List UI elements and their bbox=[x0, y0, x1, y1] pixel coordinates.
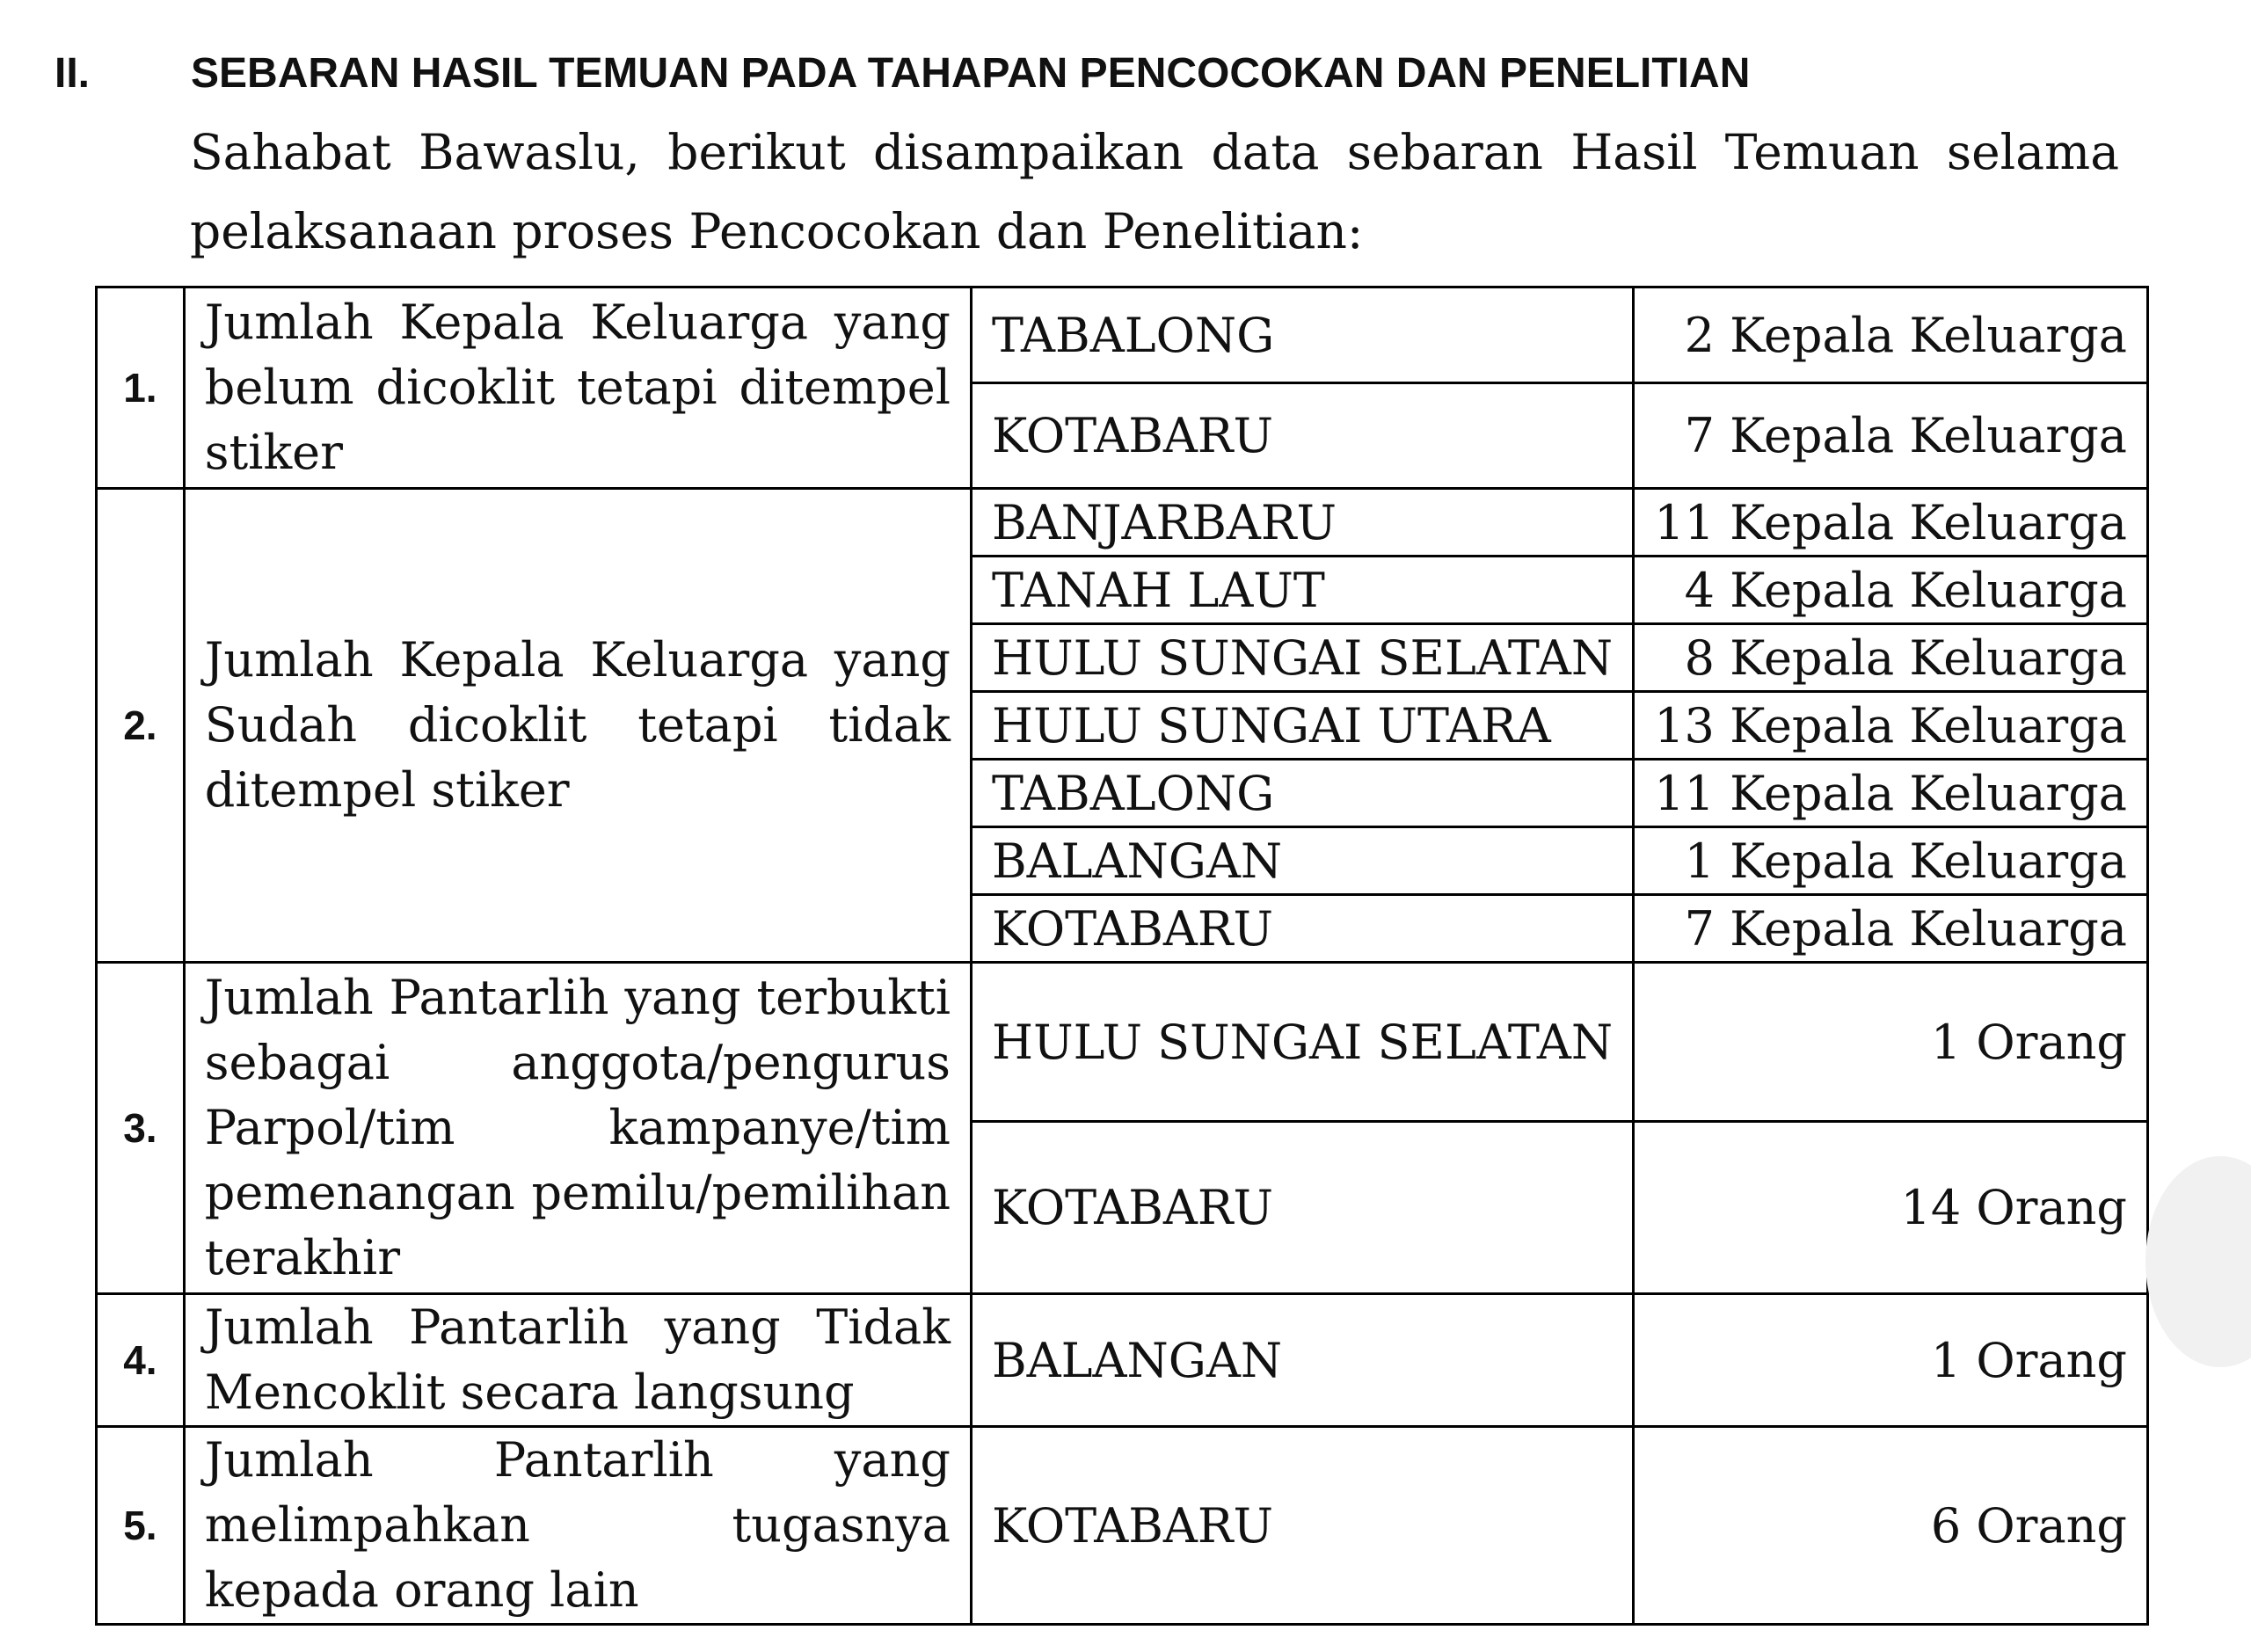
count-cell: 6 Orang bbox=[1634, 1427, 2148, 1625]
finding-number: 3. bbox=[97, 963, 185, 1294]
region-cell: HULU SUNGAI SELATAN bbox=[971, 624, 1633, 692]
region-cell: BANJARBARU bbox=[971, 489, 1633, 557]
count-cell: 1 Orang bbox=[1634, 1294, 2148, 1427]
region-cell: TANAH LAUT bbox=[971, 557, 1633, 624]
intro-paragraph: Sahabat Bawaslu, berikut disampaikan data sebaran Hasil Temuan selama pelaksanaan proses Pencocokan dan Penelitian: bbox=[190, 124, 2119, 259]
section-title: SEBARAN HASIL TEMUAN PADA TAHAPAN PENCOCOKAN DAN PENELITIAN bbox=[191, 50, 1751, 97]
region-cell: BALANGAN bbox=[971, 1294, 1633, 1427]
finding-description: Jumlah Pantarlih yang terbukti sebagai anggota/pengurus Parpol/tim kampanye/tim pemenangan pemilu/pemilihan terakhir bbox=[184, 963, 971, 1294]
count-cell: 7 Kepala Keluarga bbox=[1634, 383, 2148, 489]
count-cell: 4 Kepala Keluarga bbox=[1634, 557, 2148, 624]
region-cell: KOTABARU bbox=[971, 1122, 1633, 1294]
table-row bbox=[97, 1294, 2148, 1427]
finding-description: Jumlah Kepala Keluarga yang Sudah dicoklit tetapi tidak ditempel stiker bbox=[184, 489, 971, 963]
finding-description: Jumlah Pantarlih yang melimpahkan tugasnya kepada orang lain bbox=[184, 1427, 971, 1625]
count-cell: 13 Kepala Keluarga bbox=[1634, 692, 2148, 760]
count-cell: 14 Orang bbox=[1634, 1122, 2148, 1294]
finding-number: 4. bbox=[97, 1294, 185, 1427]
count-cell: 8 Kepala Keluarga bbox=[1634, 624, 2148, 692]
count-cell: 2 Kepala Keluarga bbox=[1634, 287, 2148, 383]
finding-number: 5. bbox=[97, 1427, 185, 1625]
finding-description: Jumlah Pantarlih yang Tidak Mencoklit secara langsung bbox=[184, 1294, 971, 1427]
table-row bbox=[97, 287, 2148, 383]
region-cell: BALANGAN bbox=[971, 827, 1633, 895]
count-cell: 11 Kepala Keluarga bbox=[1634, 760, 2148, 827]
region-cell: TABALONG bbox=[971, 760, 1633, 827]
section-number: II. bbox=[55, 50, 91, 97]
region-cell: KOTABARU bbox=[971, 895, 1633, 963]
count-cell: 1 Kepala Keluarga bbox=[1634, 827, 2148, 895]
finding-description: Jumlah Kepala Keluarga yang belum dicoklit tetapi ditempel stiker bbox=[184, 287, 971, 489]
count-cell: 11 Kepala Keluarga bbox=[1634, 489, 2148, 557]
table-row bbox=[97, 489, 2148, 557]
region-cell: HULU SUNGAI SELATAN bbox=[971, 963, 1633, 1122]
finding-number: 1. bbox=[97, 287, 185, 489]
count-cell: 1 Orang bbox=[1634, 963, 2148, 1122]
table-row bbox=[97, 1427, 2148, 1625]
page-corner-shadow bbox=[2145, 1156, 2251, 1367]
region-cell: TABALONG bbox=[971, 287, 1633, 383]
region-cell: KOTABARU bbox=[971, 1427, 1633, 1625]
table-row bbox=[97, 963, 2148, 1122]
findings-table bbox=[95, 286, 2149, 1626]
count-cell: 7 Kepala Keluarga bbox=[1634, 895, 2148, 963]
finding-number: 2. bbox=[97, 489, 185, 963]
region-cell: HULU SUNGAI UTARA bbox=[971, 692, 1633, 760]
section-heading bbox=[55, 49, 1750, 98]
region-cell: KOTABARU bbox=[971, 383, 1633, 489]
